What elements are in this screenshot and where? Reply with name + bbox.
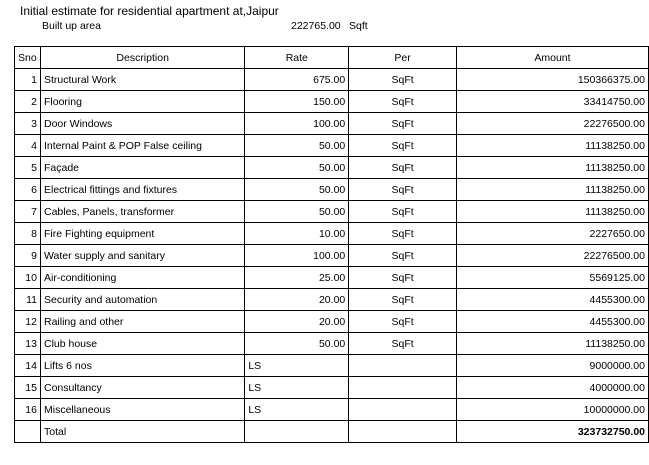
table-body bbox=[15, 69, 649, 421]
row-per: SqFt bbox=[349, 311, 457, 333]
row-sno: 1 bbox=[15, 69, 41, 91]
table-row bbox=[15, 377, 649, 399]
row-rate: 100.00 bbox=[245, 245, 349, 267]
row-per: SqFt bbox=[349, 289, 457, 311]
row-per: SqFt bbox=[349, 69, 457, 91]
row-amount: 5569125.00 bbox=[456, 267, 648, 289]
row-per: SqFt bbox=[349, 267, 457, 289]
row-per: SqFt bbox=[349, 245, 457, 267]
row-rate: 100.00 bbox=[245, 113, 349, 135]
row-rate: LS bbox=[245, 399, 349, 421]
row-description: Fire Fighting equipment bbox=[40, 223, 244, 245]
row-sno: 14 bbox=[15, 355, 41, 377]
row-rate: 20.00 bbox=[245, 311, 349, 333]
built-up-area-value: 222765.00 bbox=[291, 20, 341, 32]
row-description: Cables, Panels, transformer bbox=[40, 201, 244, 223]
row-rate: LS bbox=[245, 355, 349, 377]
row-sno: 2 bbox=[15, 91, 41, 113]
row-amount: 2227650.00 bbox=[456, 223, 648, 245]
row-sno: 6 bbox=[15, 179, 41, 201]
row-sno: 12 bbox=[15, 311, 41, 333]
row-description: Air-conditioning bbox=[40, 267, 244, 289]
built-up-area-label: Built up area bbox=[42, 20, 101, 32]
row-sno: 3 bbox=[15, 113, 41, 135]
row-sno: 5 bbox=[15, 157, 41, 179]
row-description: Security and automation bbox=[40, 289, 244, 311]
row-amount: 11138250.00 bbox=[456, 333, 648, 355]
total-sno-cell bbox=[15, 421, 41, 443]
column-header-per: Per bbox=[349, 47, 457, 69]
row-amount: 11138250.00 bbox=[456, 157, 648, 179]
row-per: SqFt bbox=[349, 135, 457, 157]
row-description: Water supply and sanitary bbox=[40, 245, 244, 267]
estimate-table bbox=[14, 46, 649, 443]
built-up-area-unit: Sqft bbox=[349, 20, 368, 32]
column-header-description: Description bbox=[40, 47, 244, 69]
row-rate: 50.00 bbox=[245, 201, 349, 223]
document-title: Initial estimate for residential apartment at,Jaipur bbox=[20, 4, 279, 18]
row-amount: 22276500.00 bbox=[456, 113, 648, 135]
row-amount: 4455300.00 bbox=[456, 311, 648, 333]
row-sno: 8 bbox=[15, 223, 41, 245]
row-per: SqFt bbox=[349, 113, 457, 135]
row-per: SqFt bbox=[349, 201, 457, 223]
row-amount: 4000000.00 bbox=[456, 377, 648, 399]
row-sno: 15 bbox=[15, 377, 41, 399]
total-amount: 323732750.00 bbox=[456, 421, 648, 443]
table-row bbox=[15, 355, 649, 377]
row-amount: 33414750.00 bbox=[456, 91, 648, 113]
row-description: Façade bbox=[40, 157, 244, 179]
total-rate-cell bbox=[245, 421, 349, 443]
row-description: Railing and other bbox=[40, 311, 244, 333]
table-row bbox=[15, 245, 649, 267]
row-rate: 150.00 bbox=[245, 91, 349, 113]
table-row bbox=[15, 289, 649, 311]
row-description: Door Windows bbox=[40, 113, 244, 135]
row-per bbox=[349, 399, 457, 421]
row-amount: 9000000.00 bbox=[456, 355, 648, 377]
row-rate: 50.00 bbox=[245, 333, 349, 355]
total-label: Total bbox=[40, 421, 244, 443]
column-header-amount: Amount bbox=[456, 47, 648, 69]
row-sno: 9 bbox=[15, 245, 41, 267]
row-description: Structural Work bbox=[40, 69, 244, 91]
row-sno: 10 bbox=[15, 267, 41, 289]
row-rate: 20.00 bbox=[245, 289, 349, 311]
row-description: Consultancy bbox=[40, 377, 244, 399]
row-per bbox=[349, 377, 457, 399]
row-rate: 675.00 bbox=[245, 69, 349, 91]
row-amount: 150366375.00 bbox=[456, 69, 648, 91]
row-description: Flooring bbox=[40, 91, 244, 113]
table-row bbox=[15, 333, 649, 355]
row-per: SqFt bbox=[349, 91, 457, 113]
row-amount: 22276500.00 bbox=[456, 245, 648, 267]
row-per: SqFt bbox=[349, 223, 457, 245]
table-row bbox=[15, 113, 649, 135]
total-row bbox=[15, 421, 649, 443]
row-description: Club house bbox=[40, 333, 244, 355]
table-row bbox=[15, 91, 649, 113]
row-per: SqFt bbox=[349, 333, 457, 355]
table-row bbox=[15, 311, 649, 333]
row-rate: 50.00 bbox=[245, 135, 349, 157]
row-sno: 4 bbox=[15, 135, 41, 157]
row-rate: 10.00 bbox=[245, 223, 349, 245]
row-rate: 25.00 bbox=[245, 267, 349, 289]
row-description: Electrical fittings and fixtures bbox=[40, 179, 244, 201]
row-amount: 11138250.00 bbox=[456, 135, 648, 157]
row-amount: 10000000.00 bbox=[456, 399, 648, 421]
row-sno: 11 bbox=[15, 289, 41, 311]
table-row bbox=[15, 157, 649, 179]
table-header-row bbox=[15, 47, 649, 69]
table-row bbox=[15, 69, 649, 91]
row-sno: 13 bbox=[15, 333, 41, 355]
column-header-rate: Rate bbox=[245, 47, 349, 69]
row-description: Miscellaneous bbox=[40, 399, 244, 421]
row-per bbox=[349, 355, 457, 377]
row-rate: 50.00 bbox=[245, 179, 349, 201]
table-row bbox=[15, 399, 649, 421]
row-description: Internal Paint & POP False ceiling bbox=[40, 135, 244, 157]
total-per-cell bbox=[349, 421, 457, 443]
table-row bbox=[15, 179, 649, 201]
row-rate: 50.00 bbox=[245, 157, 349, 179]
row-sno: 16 bbox=[15, 399, 41, 421]
row-amount: 4455300.00 bbox=[456, 289, 648, 311]
table-row bbox=[15, 135, 649, 157]
row-per: SqFt bbox=[349, 157, 457, 179]
row-description: Lifts 6 nos bbox=[40, 355, 244, 377]
row-amount: 11138250.00 bbox=[456, 201, 648, 223]
table-row bbox=[15, 223, 649, 245]
column-header-sno: Sno bbox=[15, 47, 41, 69]
row-rate: LS bbox=[245, 377, 349, 399]
table-row bbox=[15, 267, 649, 289]
row-per: SqFt bbox=[349, 179, 457, 201]
row-sno: 7 bbox=[15, 201, 41, 223]
table-row bbox=[15, 201, 649, 223]
row-amount: 11138250.00 bbox=[456, 179, 648, 201]
